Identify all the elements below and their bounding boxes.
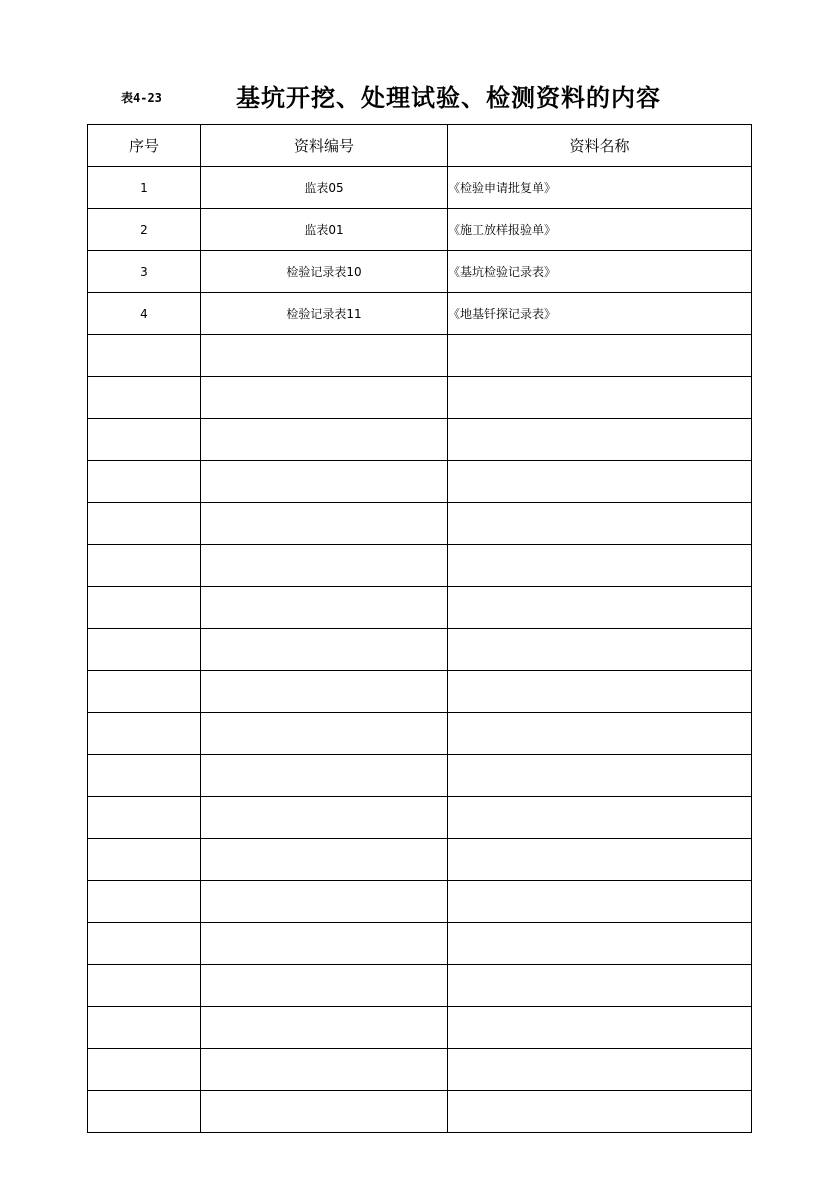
cell-sequence <box>88 419 201 461</box>
cell-document-name: 《施工放样报验单》 <box>448 209 752 251</box>
table-row <box>88 1007 752 1049</box>
cell-document-code: 检验记录表10 <box>201 251 448 293</box>
table-row <box>88 251 752 293</box>
cell-document-name <box>448 1091 752 1133</box>
cell-document-name <box>448 755 752 797</box>
cell-sequence <box>88 587 201 629</box>
table-body <box>88 167 752 1133</box>
cell-document-code <box>201 881 448 923</box>
cell-document-code <box>201 1007 448 1049</box>
table-row <box>88 503 752 545</box>
table-row <box>88 797 752 839</box>
cell-document-code <box>201 923 448 965</box>
cell-document-name <box>448 671 752 713</box>
cell-document-name <box>448 377 752 419</box>
cell-sequence <box>88 545 201 587</box>
cell-document-code <box>201 545 448 587</box>
table-row <box>88 629 752 671</box>
cell-document-code: 检验记录表11 <box>201 293 448 335</box>
cell-sequence: 4 <box>88 293 201 335</box>
cell-document-name <box>448 629 752 671</box>
cell-document-code <box>201 587 448 629</box>
cell-document-name <box>448 797 752 839</box>
cell-document-name: 《检验申请批复单》 <box>448 167 752 209</box>
cell-sequence <box>88 503 201 545</box>
cell-document-code <box>201 419 448 461</box>
table-row <box>88 293 752 335</box>
cell-document-code <box>201 671 448 713</box>
cell-sequence: 2 <box>88 209 201 251</box>
cell-sequence <box>88 755 201 797</box>
cell-document-name <box>448 1007 752 1049</box>
cell-document-code <box>201 335 448 377</box>
cell-document-name <box>448 545 752 587</box>
cell-document-name <box>448 335 752 377</box>
cell-sequence: 1 <box>88 167 201 209</box>
cell-sequence <box>88 965 201 1007</box>
cell-document-name <box>448 713 752 755</box>
table-row <box>88 1091 752 1133</box>
cell-document-name <box>448 461 752 503</box>
cell-document-name <box>448 587 752 629</box>
cell-document-name <box>448 923 752 965</box>
table-row <box>88 713 752 755</box>
page-title: 基坑开挖、处理试验、检测资料的内容 <box>236 83 661 112</box>
cell-sequence <box>88 671 201 713</box>
cell-document-code <box>201 461 448 503</box>
table-row <box>88 1049 752 1091</box>
header-row <box>88 125 752 167</box>
table-row <box>88 755 752 797</box>
cell-document-name <box>448 839 752 881</box>
cell-sequence <box>88 881 201 923</box>
cell-document-name <box>448 881 752 923</box>
cell-document-code <box>201 839 448 881</box>
table-row <box>88 965 752 1007</box>
cell-document-code <box>201 1049 448 1091</box>
cell-document-name: 《地基钎探记录表》 <box>448 293 752 335</box>
cell-sequence <box>88 713 201 755</box>
column-header-document-name: 资料名称 <box>448 125 752 167</box>
table-row <box>88 335 752 377</box>
cell-sequence <box>88 1007 201 1049</box>
column-header-document-code: 资料编号 <box>201 125 448 167</box>
cell-document-code <box>201 377 448 419</box>
table-row <box>88 923 752 965</box>
table-row <box>88 671 752 713</box>
cell-document-code <box>201 713 448 755</box>
cell-document-code <box>201 965 448 1007</box>
cell-document-code: 监表05 <box>201 167 448 209</box>
cell-document-code <box>201 503 448 545</box>
cell-document-code <box>201 797 448 839</box>
table-row <box>88 881 752 923</box>
column-header-sequence: 序号 <box>88 125 201 167</box>
table-row <box>88 419 752 461</box>
table-row <box>88 587 752 629</box>
cell-sequence <box>88 377 201 419</box>
cell-sequence <box>88 335 201 377</box>
table-number: 表4-23 <box>121 91 162 105</box>
cell-sequence: 3 <box>88 251 201 293</box>
cell-document-code <box>201 629 448 671</box>
cell-document-name <box>448 503 752 545</box>
cell-sequence <box>88 629 201 671</box>
table-row <box>88 377 752 419</box>
table-row <box>88 209 752 251</box>
document-table <box>87 124 752 1133</box>
table-row <box>88 839 752 881</box>
cell-document-name: 《基坑检验记录表》 <box>448 251 752 293</box>
cell-document-name <box>448 1049 752 1091</box>
cell-sequence <box>88 839 201 881</box>
cell-sequence <box>88 797 201 839</box>
table-row <box>88 167 752 209</box>
cell-document-name <box>448 419 752 461</box>
cell-sequence <box>88 923 201 965</box>
cell-sequence <box>88 1049 201 1091</box>
cell-document-name <box>448 965 752 1007</box>
cell-sequence <box>88 1091 201 1133</box>
table-row <box>88 545 752 587</box>
table-header <box>88 125 752 167</box>
cell-document-code: 监表01 <box>201 209 448 251</box>
table-row <box>88 461 752 503</box>
cell-document-code <box>201 1091 448 1133</box>
cell-sequence <box>88 461 201 503</box>
cell-document-code <box>201 755 448 797</box>
